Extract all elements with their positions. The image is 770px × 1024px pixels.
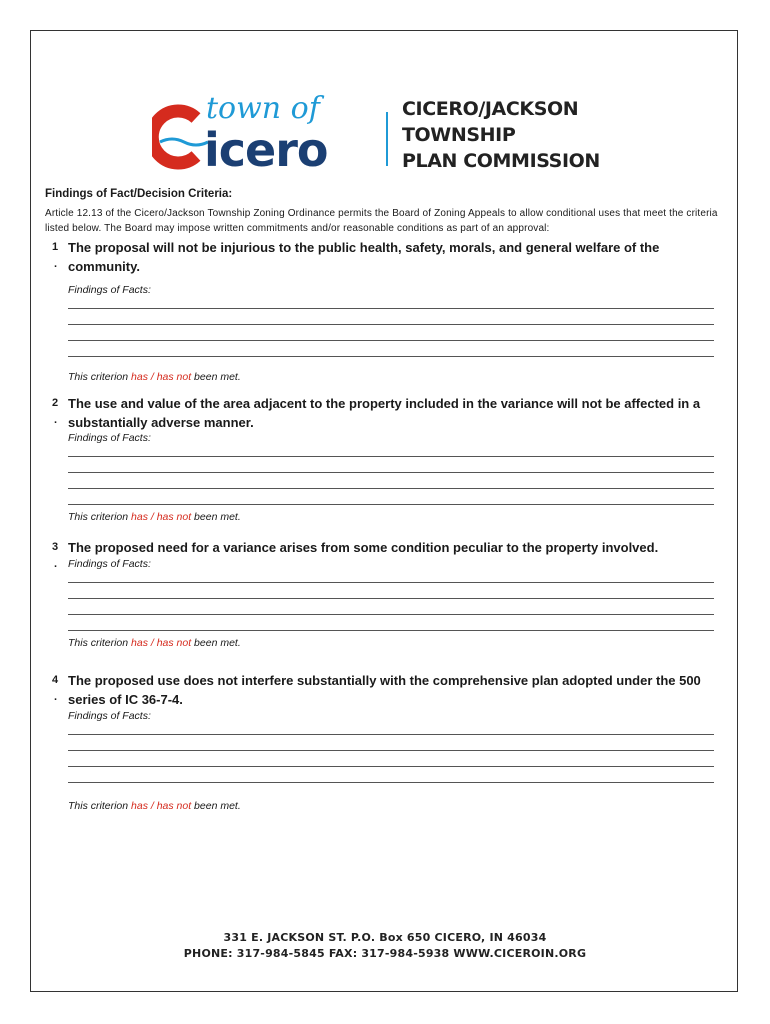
- findings-line[interactable]: [68, 750, 714, 751]
- criterion-met-statement: This criterion has / has not been met.: [68, 371, 241, 383]
- has-has-not-options[interactable]: has / has not: [131, 637, 192, 649]
- criterion-dot: .: [54, 691, 58, 703]
- has-has-not-options[interactable]: has / has not: [131, 800, 192, 812]
- commission-line-3: PLAN COMMISSION: [402, 150, 600, 172]
- has-has-not-options[interactable]: has / has not: [131, 371, 192, 383]
- findings-label: Findings of Facts:: [68, 284, 151, 296]
- findings-label: Findings of Facts:: [68, 558, 151, 570]
- findings-label: Findings of Facts:: [68, 432, 151, 444]
- findings-line[interactable]: [68, 340, 714, 341]
- section-title: Findings of Fact/Decision Criteria:: [45, 188, 233, 200]
- findings-line[interactable]: [68, 734, 714, 735]
- findings-line[interactable]: [68, 598, 714, 599]
- header-divider: [386, 112, 388, 166]
- footer-contact: PHONE: 317-984-5845 FAX: 317-984-5938 WWW.CICEROIN.ORG: [183, 947, 587, 960]
- criterion-dot: .: [54, 258, 58, 270]
- findings-line[interactable]: [68, 356, 714, 357]
- findings-line[interactable]: [68, 472, 714, 473]
- criterion-number: 2: [52, 397, 59, 409]
- findings-line[interactable]: [68, 614, 714, 615]
- criterion-number: 3: [52, 541, 59, 553]
- findings-line[interactable]: [68, 308, 714, 309]
- footer-address: 331 E. JACKSON ST. P.O. Box 650 CICERO, IN 46034: [223, 931, 547, 944]
- criterion-met-statement: This criterion has / has not been met.: [68, 800, 241, 812]
- findings-line[interactable]: [68, 766, 714, 767]
- commission-line-1: CICERO/JACKSON: [402, 98, 579, 120]
- findings-line[interactable]: [68, 324, 714, 325]
- logo-graphic: [152, 90, 382, 172]
- findings-line[interactable]: [68, 782, 714, 783]
- commission-line-2: TOWNSHIP: [402, 124, 516, 146]
- findings-line[interactable]: [68, 456, 714, 457]
- logo-word: icero: [204, 123, 328, 172]
- findings-line[interactable]: [68, 504, 714, 505]
- findings-label: Findings of Facts:: [68, 710, 151, 722]
- criterion-met-statement: This criterion has / has not been met.: [68, 637, 241, 649]
- footer: [0, 930, 770, 962]
- logo-c-shape: [152, 111, 196, 163]
- has-has-not-options[interactable]: has / has not: [131, 511, 192, 523]
- criterion-number: 1: [52, 241, 59, 253]
- findings-line[interactable]: [68, 488, 714, 489]
- findings-line[interactable]: [68, 582, 714, 583]
- criterion-met-statement: This criterion has / has not been met.: [68, 511, 241, 523]
- criterion-title: The proposed need for a variance arises from some condition peculiar to the property involved.: [68, 540, 659, 555]
- criterion-title: The proposed use does not interfere substantially with the comprehensive plan adopted under the 500 series of IC 36-7-4.: [68, 673, 701, 707]
- criterion-number: 4: [52, 674, 59, 686]
- findings-line[interactable]: [68, 630, 714, 631]
- intro-text: Article 12.13 of the Cicero/Jackson Township Zoning Ordinance permits the Board of Zoning Appeals to allow conditional uses that meet the criteria listed below. The Board may impose written commitments and/or reasonable conditions as part of an approval:: [45, 208, 718, 234]
- logo-wave-icon: [160, 139, 208, 145]
- town-of-cicero-logo: [152, 90, 382, 172]
- criterion-dot: .: [54, 558, 58, 570]
- criterion-dot: .: [54, 414, 58, 426]
- criterion-title: The proposal will not be injurious to the public health, safety, morals, and general welfare of the community.: [68, 240, 660, 274]
- commission-name: [402, 96, 600, 174]
- logo-script-text: town of: [206, 91, 320, 126]
- criterion-title: The use and value of the area adjacent to the property included in the variance will not be affected in a substantially adverse manner.: [68, 396, 701, 430]
